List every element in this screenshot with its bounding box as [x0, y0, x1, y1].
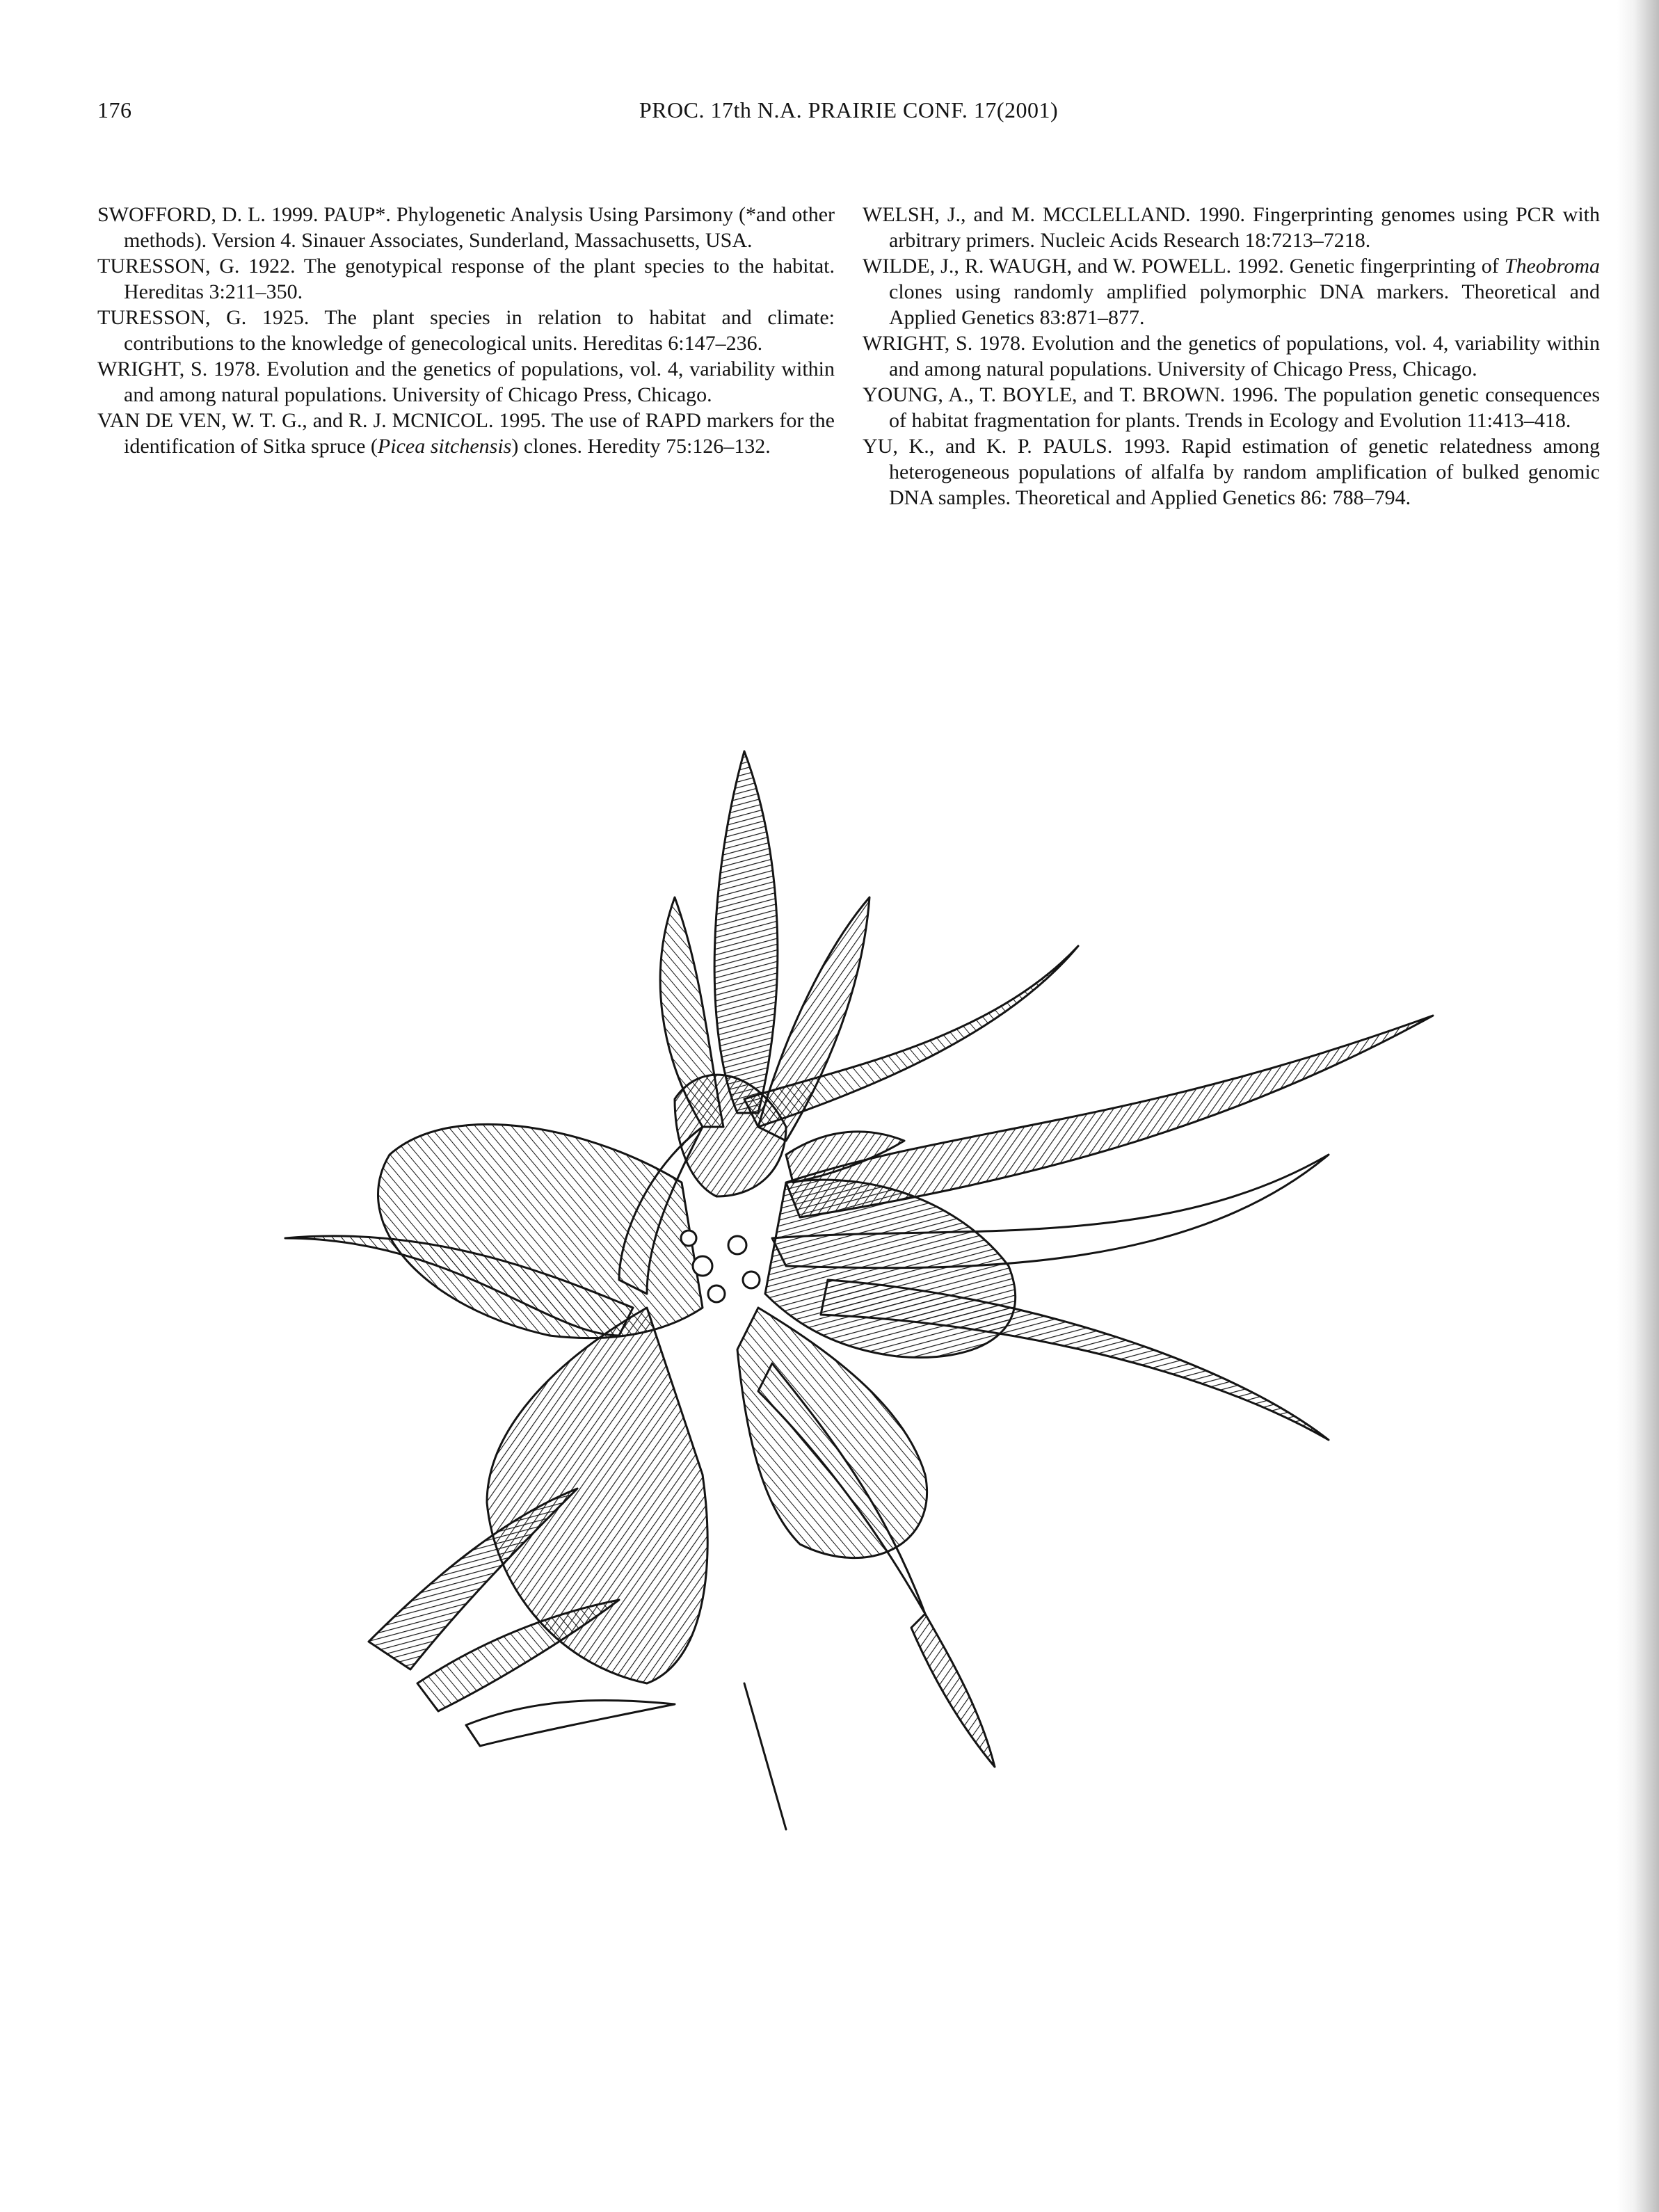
reference-text: ) clones. Heredity 75:126–132. [511, 435, 771, 458]
journal-title: PROC. 17th N.A. PRAIRIE CONF. 17(2001) [639, 97, 1059, 122]
genus-name: Theobroma [1504, 255, 1600, 278]
reference-text: VAN DE VEN, W. T. G., and R. J. MCNICOL. 1995. The use of RAPD markers for the identification of Sitka spruce ( [97, 409, 835, 458]
bud [714, 751, 778, 1113]
reference-text: clones using randomly amplified polymorphic DNA markers. Theoretical and Applied Genetics 83:871–877. [889, 280, 1600, 329]
petal [765, 1180, 1016, 1357]
reference-entry: TURESSON, G. 1925. The plant species in relation to habitat and climate: contributions to the knowledge of genecological units. Hereditas 6:147–236. [97, 306, 835, 355]
reference-entry: TURESSON, G. 1922. The genotypical response of the plant species to the habitat. Hereditas 3:211–350. [97, 255, 835, 303]
reference-entry [97, 408, 835, 459]
references-left-column [97, 202, 835, 459]
stem [744, 1683, 786, 1829]
reference-entry [863, 253, 1600, 330]
running-head [97, 97, 1600, 132]
page-edge-shadow [1617, 0, 1659, 2212]
leaf [911, 1614, 995, 1767]
reference-entry: WELSH, J., and M. MCCLELLAND. 1990. Fingerprinting genomes using PCR with arbitrary primers. Nucleic Acids Research 18:7213–7218. [863, 203, 1600, 252]
reference-entry: WRIGHT, S. 1978. Evolution and the genetics of populations, vol. 4, variability within and among natural populations. University of Chicago Press, Chicago. [97, 358, 835, 406]
stamen [708, 1285, 725, 1302]
stamen [693, 1256, 712, 1276]
reference-entry: WRIGHT, S. 1978. Evolution and the genetics of populations, vol. 4, variability within and among natural populations. University of Chicago Press, Chicago. [863, 332, 1600, 380]
flower-drawing [257, 737, 1565, 1836]
references-right-column [863, 202, 1600, 511]
stamen [728, 1236, 746, 1254]
stamen [743, 1272, 760, 1288]
stamen [681, 1231, 696, 1246]
reference-text: WILDE, J., R. WAUGH, and W. POWELL. 1992. Genetic fingerprinting of [863, 255, 1505, 278]
flower-illustration [257, 737, 1565, 1836]
page-number: 176 [97, 97, 132, 122]
reference-entry: YOUNG, A., T. BOYLE, and T. BROWN. 1996. The population genetic consequences of habitat fragmentation for plants. Trends in Ecology and Evolution 11:413–418. [863, 383, 1600, 432]
reference-entry: SWOFFORD, D. L. 1999. PAUP*. Phylogenetic Analysis Using Parsimony (*and other methods). Version 4. Sinauer Associates, Sunderland, Massachusetts, USA. [97, 203, 835, 252]
petal [378, 1124, 703, 1338]
petal [487, 1308, 707, 1683]
leaf [466, 1700, 675, 1746]
reference-entry: YU, K., and K. P. PAULS. 1993. Rapid estimation of genetic relatedness among heterogeneous populations of alfalfa by random amplification of bulked genomic DNA samples. Theoretical and Applied Genetics 86: 788–794. [863, 435, 1600, 509]
species-name: Picea sitchensis [377, 435, 512, 458]
